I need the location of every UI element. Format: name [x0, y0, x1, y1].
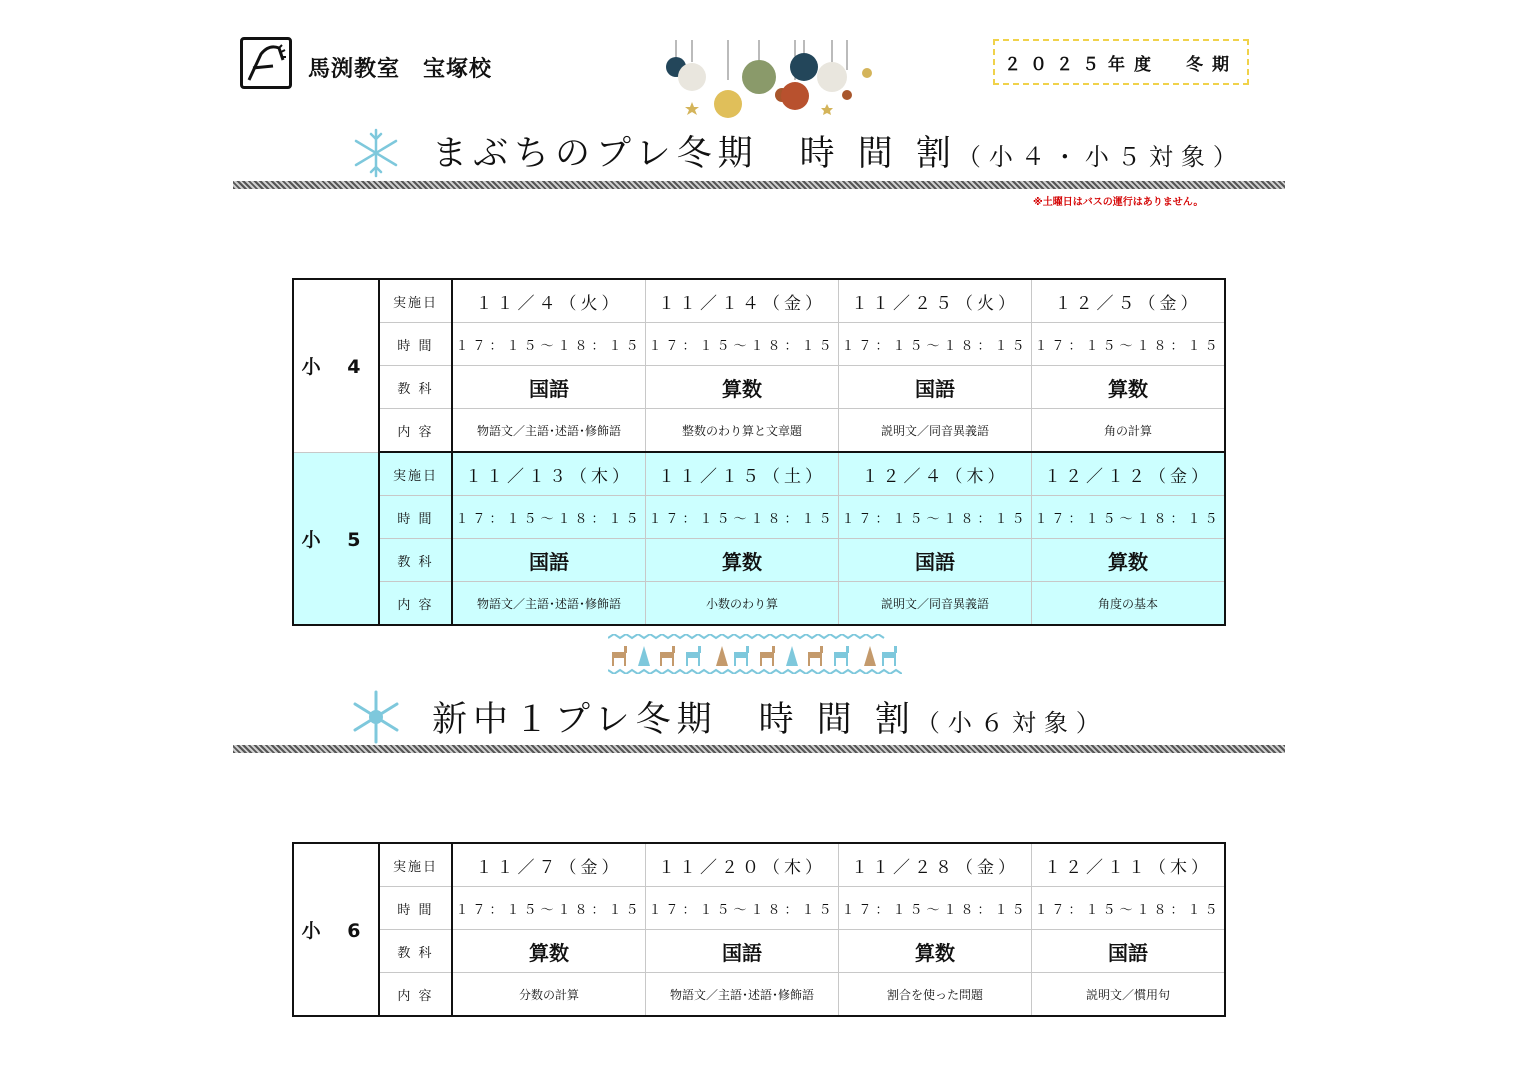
row-label-date: 実施日	[379, 843, 452, 887]
year-badge: ２０２５年度 冬期	[993, 39, 1249, 85]
snowflake-icon	[352, 690, 400, 748]
session-subject: 国語	[839, 366, 1032, 409]
session-time: １７：１５～１８：１５	[1032, 496, 1226, 539]
session-date: １１／４（火）	[452, 279, 646, 323]
session-date: １１／２０（木）	[646, 843, 839, 887]
session-date: １２／１２（金）	[1032, 452, 1226, 496]
session-subject: 国語	[646, 930, 839, 973]
ornaments-icon	[662, 40, 872, 124]
grade-label: 小 6	[293, 843, 379, 1016]
row-label-content: 内 容	[379, 973, 452, 1017]
session-time: １７：１５～１８：１５	[1032, 323, 1226, 366]
school-name: 馬渕教室 宝塚校	[308, 57, 493, 82]
title-underline	[233, 745, 1285, 753]
session-subject: 算数	[1032, 539, 1226, 582]
session-content: 小数のわり算	[646, 582, 839, 626]
schedule-table-6	[292, 842, 1226, 1017]
table-row	[293, 843, 1225, 887]
session-content: 角の計算	[1032, 409, 1226, 453]
session-time: １７：１５～１８：１５	[646, 496, 839, 539]
session-time: １７：１５～１８：１５	[839, 887, 1032, 930]
row-label-content: 内 容	[379, 409, 452, 453]
session-content: 割合を使った問題	[839, 973, 1032, 1017]
session-subject: 算数	[452, 930, 646, 973]
session-time: １７：１５～１８：１５	[839, 323, 1032, 366]
session-content: 角度の基本	[1032, 582, 1226, 626]
section1-title-text: まぶちのプレ冬期 時 間 割	[432, 134, 957, 174]
session-content: 物語文／主語･述語･修飾語	[452, 582, 646, 626]
table-row	[293, 279, 1225, 323]
bus-notice: ※土曜日はバスの運行はありません。	[1033, 197, 1204, 208]
session-content: 説明文／同音異義語	[839, 409, 1032, 453]
session-subject: 算数	[646, 539, 839, 582]
row-label-time: 時 間	[379, 887, 452, 930]
row-label-content: 内 容	[379, 582, 452, 626]
session-time: １７：１５～１８：１５	[452, 496, 646, 539]
session-subject: 算数	[839, 930, 1032, 973]
session-subject: 国語	[1032, 930, 1226, 973]
row-label-date: 実施日	[379, 279, 452, 323]
grade-label: 小 4	[293, 279, 379, 452]
section2-title-text: 新中１プレ冬期 時 間 割	[432, 700, 916, 740]
session-content: 分数の計算	[452, 973, 646, 1017]
section2-title	[432, 692, 1108, 742]
session-subject: 算数	[1032, 366, 1226, 409]
session-date: １１／１３（木）	[452, 452, 646, 496]
session-time: １７：１５～１８：１５	[839, 496, 1032, 539]
table-row	[293, 366, 1225, 409]
table-row	[293, 323, 1225, 366]
reindeer-pattern-icon	[608, 634, 902, 678]
session-date: １２／４（木）	[839, 452, 1032, 496]
table-row	[293, 539, 1225, 582]
grade-group-6	[293, 843, 1225, 1016]
row-label-subject: 教 科	[379, 930, 452, 973]
table-row	[293, 930, 1225, 973]
session-content: 物語文／主語･述語･修飾語	[646, 973, 839, 1017]
session-date: １１／２８（金）	[839, 843, 1032, 887]
row-label-date: 実施日	[379, 452, 452, 496]
section2-subtitle: （小６対象）	[915, 709, 1108, 737]
table-row	[293, 496, 1225, 539]
horse-logo-icon	[240, 37, 292, 89]
session-content: 説明文／同音異義語	[839, 582, 1032, 626]
grade-group-5	[293, 452, 1225, 625]
session-date: １２／１１（木）	[1032, 843, 1226, 887]
session-subject: 算数	[646, 366, 839, 409]
session-date: １１／１５（土）	[646, 452, 839, 496]
grade-group-4	[293, 279, 1225, 452]
session-time: １７：１５～１８：１５	[452, 323, 646, 366]
table-row	[293, 887, 1225, 930]
session-subject: 国語	[452, 366, 646, 409]
section1-title	[432, 126, 1245, 176]
session-content: 説明文／慣用句	[1032, 973, 1226, 1017]
session-time: １７：１５～１８：１５	[646, 323, 839, 366]
section1-subtitle: （小４・小５対象）	[956, 143, 1245, 171]
grade-label: 小 5	[293, 452, 379, 625]
session-content: 物語文／主語･述語･修飾語	[452, 409, 646, 453]
session-date: １１／２５（火）	[839, 279, 1032, 323]
row-label-time: 時 間	[379, 323, 452, 366]
session-time: １７：１５～１８：１５	[452, 887, 646, 930]
row-label-subject: 教 科	[379, 539, 452, 582]
row-label-time: 時 間	[379, 496, 452, 539]
table-row	[293, 582, 1225, 626]
session-date: １１／１４（金）	[646, 279, 839, 323]
table-row	[293, 973, 1225, 1017]
session-subject: 国語	[839, 539, 1032, 582]
table-row	[293, 452, 1225, 496]
title-underline	[233, 181, 1285, 189]
schedule-table-4-5	[292, 278, 1226, 626]
session-time: １７：１５～１８：１５	[1032, 887, 1226, 930]
session-time: １７：１５～１８：１５	[646, 887, 839, 930]
table-row	[293, 409, 1225, 453]
row-label-subject: 教 科	[379, 366, 452, 409]
session-subject: 国語	[452, 539, 646, 582]
session-content: 整数のわり算と文章題	[646, 409, 839, 453]
session-date: １２／５（金）	[1032, 279, 1226, 323]
session-date: １１／７（金）	[452, 843, 646, 887]
snowflake-icon	[353, 128, 399, 182]
